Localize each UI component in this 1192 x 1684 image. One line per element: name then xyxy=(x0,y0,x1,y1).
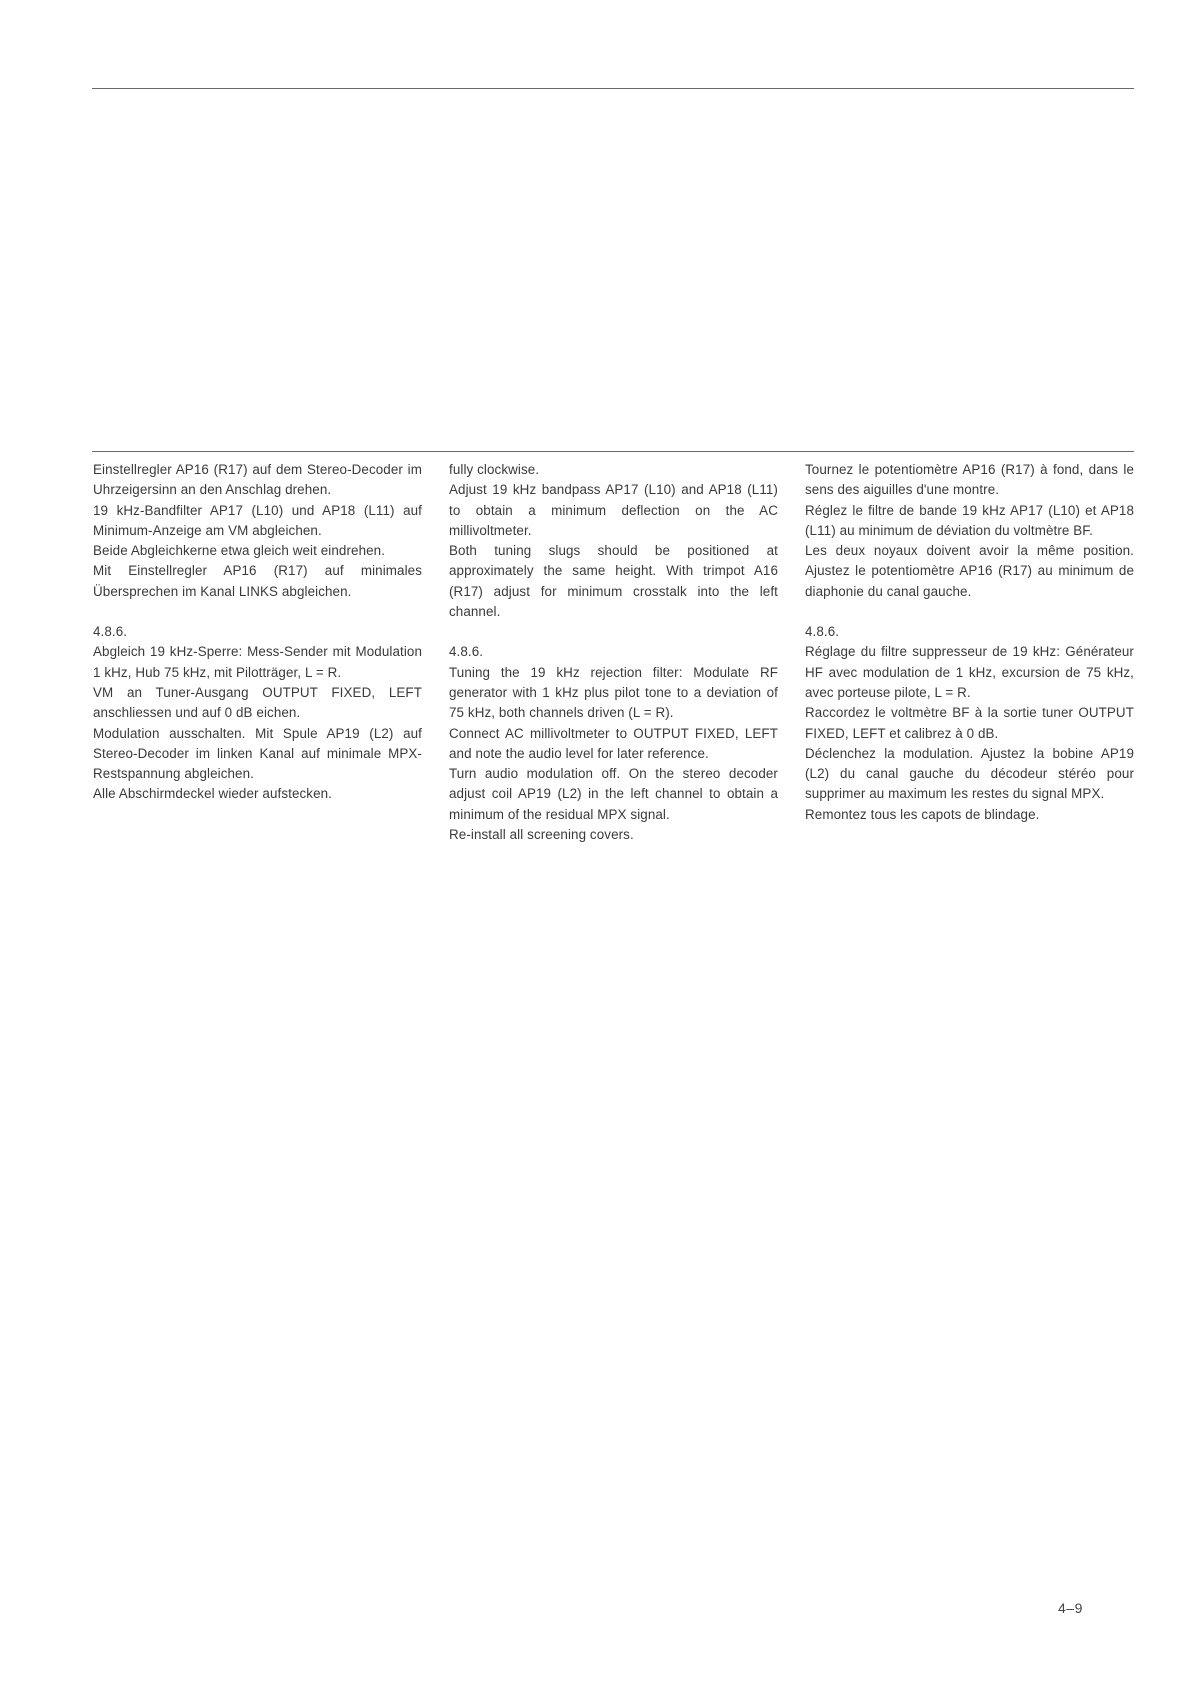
paragraph: Connect AC millivoltmeter to OUTPUT FIXED, LEFT and note the audio level for later reference. xyxy=(449,725,778,761)
paragraph: Adjust 19 kHz bandpass AP17 (L10) and AP18 (L11) to obtain a minimum deflection on the AC millivoltmeter. xyxy=(449,482,778,538)
paragraph: Re-install all screening covers. xyxy=(449,827,634,843)
paragraph: Tournez le potentiomètre AP16 (R17) à fond, dans le sens des aiguilles d'une montre. xyxy=(805,462,1134,498)
paragraph: Les deux noyaux doivent avoir la même position. Ajustez le potentiomètre AP16 (R17) au minimum de diaphonie du canal gauche. xyxy=(805,543,1134,599)
german-column xyxy=(93,460,422,805)
french-column xyxy=(805,460,1134,825)
paragraph: Abgleich 19 kHz-Sperre: Mess-Sender mit Modulation 1 kHz, Hub 75 kHz, mit Pilotträger, L = R. xyxy=(93,644,422,680)
paragraph: fully clockwise. xyxy=(449,462,540,477)
paragraph: Both tuning slugs should be positioned at approximately the same height. With trimpot A16 (R17) adjust for minimum crosstalk into the left channel. xyxy=(449,543,778,620)
page-number: 4–9 xyxy=(1058,1600,1083,1616)
paragraph: Modulation ausschalten. Mit Spule AP19 (L2) auf Stereo-Decoder im linken Kanal auf minimale MPX-Restspannung abgleichen. xyxy=(93,725,422,782)
section-number: 4.8.6. xyxy=(449,644,484,660)
paragraph: Réglage du filtre suppresseur de 19 kHz: Générateur HF avec modulation de 1 kHz, excursion de 75 kHz, avec porteuse pilote, L = R. xyxy=(805,644,1134,700)
section-number: 4.8.6. xyxy=(93,624,128,640)
paragraph: Déclenchez la modulation. Ajustez la bobine AP19 (L2) du canal gauche du décodeur stéréo pour supprimer au maximum les restes du signal MPX. xyxy=(805,745,1134,802)
paragraph: Remontez tous les capots de blindage. xyxy=(805,806,1040,822)
top-rule xyxy=(92,88,1134,89)
paragraph: Réglez le filtre de bande 19 kHz AP17 (L10) et AP18 (L11) au minimum de déviation du voltmètre BF. xyxy=(805,502,1134,538)
section-number: 4.8.6. xyxy=(805,624,840,640)
paragraph: Einstellregler AP16 (R17) auf dem Stereo-Decoder im Uhrzeigersinn an den Anschlag drehen. xyxy=(93,462,422,498)
paragraph: 19 kHz-Bandfilter AP17 (L10) und AP18 (L11) auf Minimum-Anzeige am VM abgleichen. xyxy=(93,502,422,538)
paragraph: VM an Tuner-Ausgang OUTPUT FIXED, LEFT anschliessen und auf 0 dB eichen. xyxy=(93,684,422,721)
paragraph: Alle Abschirmdeckel wieder aufstecken. xyxy=(93,786,332,802)
paragraph: Tuning the 19 kHz rejection filter: Modulate RF generator with 1 kHz plus pilot tone to a deviation of 75 kHz, both channels driven (L = R). xyxy=(449,664,778,721)
paragraph: Beide Abgleichkerne etwa gleich weit eindrehen. xyxy=(93,543,386,559)
paragraph: Raccordez le voltmètre BF à la sortie tuner OUTPUT FIXED, LEFT et calibrez à 0 dB. xyxy=(805,705,1134,741)
english-column xyxy=(449,460,778,845)
paragraph: Turn audio modulation off. On the stereo decoder adjust coil AP19 (L2) in the left channel to obtain a minimum of the residual MPX signal. xyxy=(449,766,778,822)
paragraph: Mit Einstellregler AP16 (R17) auf minimales Übersprechen im Kanal LINKS abgleichen. xyxy=(93,563,422,599)
column-header-rule xyxy=(92,451,1134,452)
